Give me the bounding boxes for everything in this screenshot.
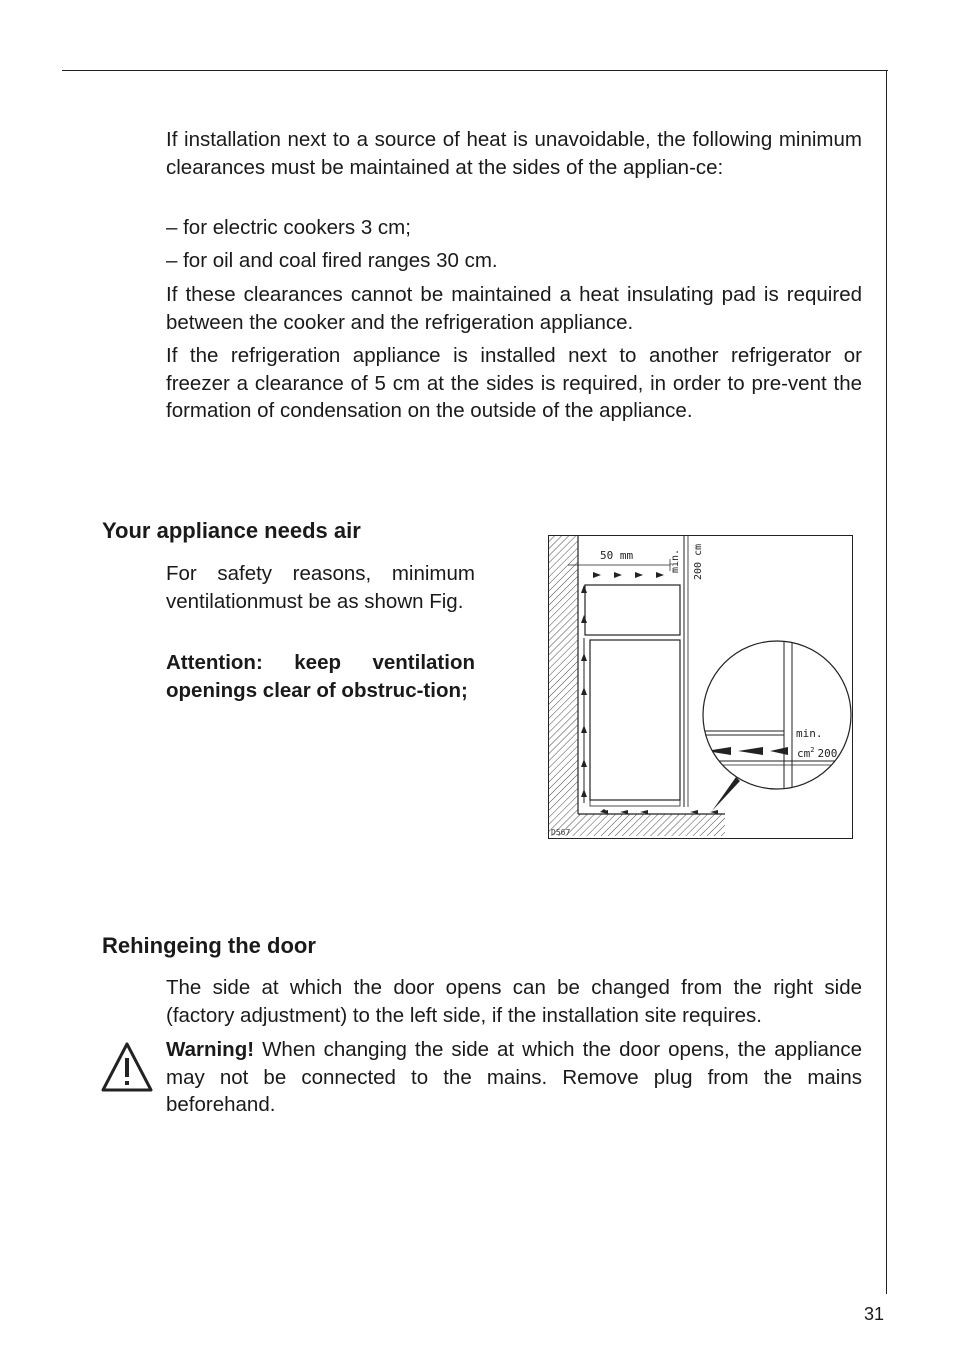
ventilation-text: For safety reasons, minimum ventilationmust be as shown Fig. xyxy=(166,562,475,613)
label-50mm: 50 mm xyxy=(600,549,634,562)
floor-hatching xyxy=(549,814,725,836)
page-number: 31 xyxy=(864,1304,885,1324)
label-min-vertical: min. xyxy=(670,548,681,573)
ventilation-figure xyxy=(548,535,853,839)
label-cm2: $cm^2$ 200 xyxy=(797,746,838,760)
warning-label: Warning! xyxy=(166,1038,255,1061)
ventilation-heading: Your appliance needs air xyxy=(102,518,361,543)
rehinge-heading: Rehingeing the door xyxy=(102,933,316,958)
intro-paragraph-3: If the refrigeration appliance is installed next to another refrigerator or freezer a clearance of 5 cm at the sides is required, in order to pre-vent the formation of condensation on the outside of the appliance. xyxy=(166,344,862,422)
warning-text: When changing the side at which the door opens, the appliance may not be connected to the mains. Remove plug from the mains beforehand. xyxy=(166,1038,862,1116)
warning-triangle-icon xyxy=(100,1041,154,1093)
top-rule xyxy=(62,70,888,71)
rehinge-text: The side at which the door opens can be changed from the right side (factory adjustment) to the left side, if the installation site requires. xyxy=(166,976,862,1027)
rehinge-warning xyxy=(166,1036,862,1119)
right-rule xyxy=(886,70,887,1294)
ventilation-attention: Attention: keep ventilation openings clear of obstruc-tion; xyxy=(166,651,475,702)
intro-paragraph-1: If installation next to a source of heat is unavoidable, the following minimum clearances must be maintained at the sides of the applian-ce: xyxy=(166,128,862,179)
intro-paragraph-2: If these clearances cannot be maintained a heat insulating pad is required between the cooker and the refrigeration appliance. xyxy=(166,283,862,334)
intro-list-item-1: – for electric cookers 3 cm; xyxy=(166,216,411,239)
label-min-detail: min. xyxy=(796,727,823,740)
intro-list-item-2: – for oil and coal fired ranges 30 cm. xyxy=(166,249,498,272)
label-200cm-vertical: 200 cm xyxy=(693,543,704,580)
wall-hatching xyxy=(549,536,578,814)
figure-code: D567 xyxy=(551,828,571,837)
detail-circle xyxy=(703,641,851,789)
